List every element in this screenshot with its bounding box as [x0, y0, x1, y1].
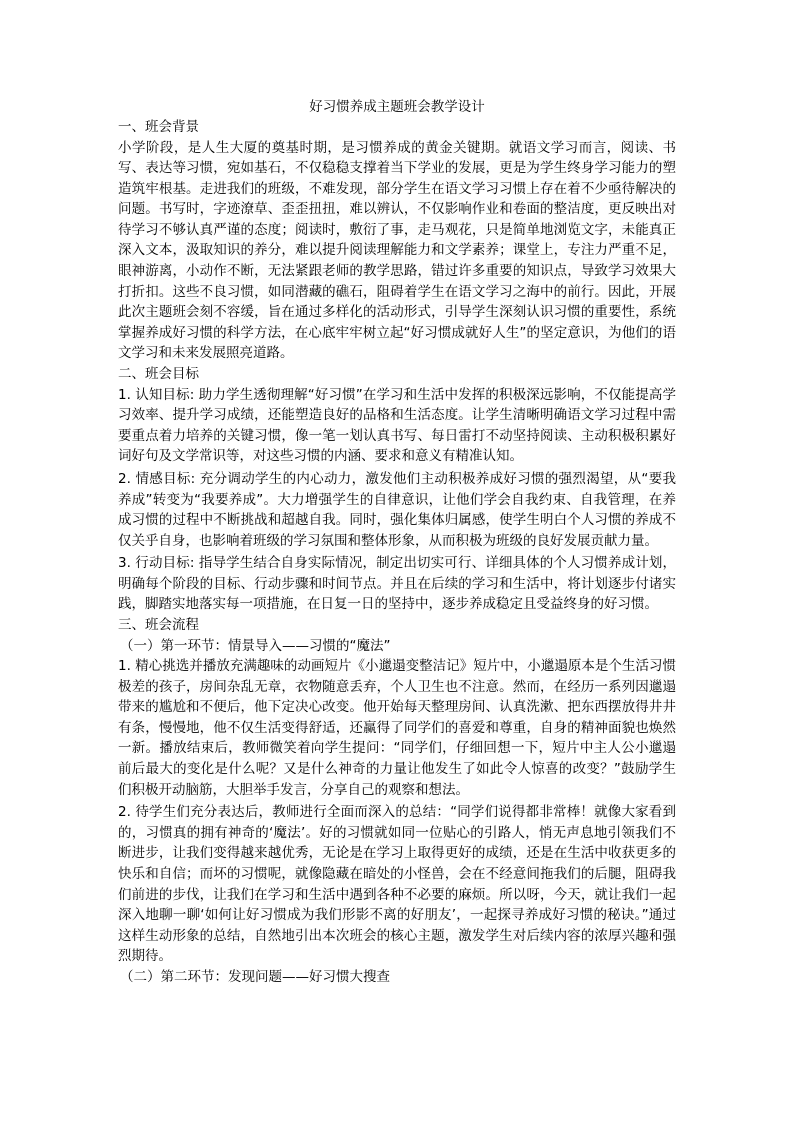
- document-page: [118, 98, 676, 987]
- section-heading-background: 一、班会背景: [118, 119, 199, 135]
- section-heading-goals: 二、班会目标: [118, 366, 199, 383]
- step-one-paragraph-2: 2. 待学生们充分表达后，教师进行全面而深入的总结：“同学们说得都非常棒！就像大家看到的，习惯真的拥有神奇的‘魔法’。好的习惯就如同一位贴心的引路人，悄无声息地引领我们不断进步，让我们变得越来越优秀，无论是在学习上取得更好的成绩，还是在生活中收获更多的快乐和自信；而坏的习惯呢，就像隐藏在暗处的小怪兽，会在不经意间拖我们的后腿，阻碍我们前进的步伐，让我们在学习和生活中遇到各种不必要的麻烦。所以呀，今天，就让我们一起深入地聊一聊‘如何让好习惯成为我们形影不离的好朋友’，一起探寻养成好习惯的秘诀。”通过这样生动形象的总结，自然地引出本次班会的核心主题，激发学生对后续内容的浓厚兴趣和强烈期待。: [118, 804, 676, 965]
- background-paragraph: 小学阶段，是人生大厦的奠基时期，是习惯养成的黄金关键期。就语文学习而言，阅读、书写、表达等习惯，宛如基石，不仅稳稳支撑着当下学业的发展，更是为学生终身学习能力的塑造筑牢根基。走进我们的班级，不难发现，部分学生在语文学习习惯上存在着不少亟待解决的问题。书写时，字迹潦草、歪歪扭扭，难以辨认，不仅影响作业和卷面的整洁度，更反映出对待学习不够认真严谨的态度；阅读时，敷衍了事，走马观花，只是简单地浏览文字，未能真正深入文本，汲取知识的养分，难以提升阅读理解能力和文学素养；课堂上，专注力严重不足，眼神游离，小动作不断，无法紧跟老师的教学思路，错过许多重要的知识点，导致学习效果大打折扣。这些不良习惯，如同潜藏的礁石，阻碍着学生在语文学习之海中的前行。因此，开展此次主题班会刻不容缓，旨在通过多样化的活动形式，引导学生深刻认识习惯的重要性，系统掌握养成好习惯的科学方法，在心底牢牢树立起“好习惯成就好人生”的坚定意识，为他们的语文学习和未来发展照亮道路。: [118, 139, 676, 362]
- goal-action-paragraph: 3. 行动目标: 指导学生结合自身实际情况，制定出切实可行、详细具体的个人习惯养成计划，明确每个阶段的目标、行动步骤和时间节点。并且在后续的学习和生活中，将计划逐步付诸实践，脚踏实地落实每一项措施，在日复一日的坚持中，逐步养成稳定且受益终身的好习惯。: [118, 555, 676, 613]
- subheading-step-one: （一）第一环节：情景导入——习惯的“魔法”: [120, 637, 391, 654]
- step-one-paragraph-1: 1. 精心挑选并播放充满趣味的动画短片《小邋遢变整洁记》短片中，小邋遢原本是个生活习惯极差的孩子，房间杂乱无章，衣物随意丢弃，个人卫生也不注意。然而，在经历一系列因邋遢带来的尴尬和不便后，他下定决心改变。他开始每天整理房间、认真洗漱、把东西摆放得井井有条，慢慢地，他不仅生活变得舒适，还赢得了同学们的喜爱和尊重，自身的精神面貌也焕然一新。播放结束后，教师微笑着向学生提问：“同学们，仔细回想一下，短片中主人公小邋遢前后最大的变化是什么呢？又是什么神奇的力量让他发生了如此令人惊喜的改变？”鼓励学生们积极开动脑筋，大胆举手发言，分享自己的观察和想法。: [118, 658, 676, 798]
- goal-cognitive-paragraph: 1. 认知目标: 助力学生透彻理解“好习惯”在学习和生活中发挥的积极深远影响，不仅能提高学习效率、提升学习成绩，还能塑造良好的品格和生活态度。让学生清晰明确语文学习过程中需要重点着力培养的关键习惯，像一笔一划认真书写、每日雷打不动坚持阅读、主动积极积累好词好句及文学常识等，对这些习惯的内涵、要求和意义有精准认知。: [118, 386, 676, 465]
- document-title: 好习惯养成主题班会教学设计: [309, 99, 485, 115]
- subheading-step-two: （二）第二环节：发现问题——好习惯大搜查: [120, 968, 390, 985]
- goal-emotional-paragraph: 2. 情感目标: 充分调动学生的内心动力，激发他们主动积极养成好习惯的强烈渴望，从“要我养成”转变为“我要养成”。大力增强学生的自律意识，让他们学会自我约束、自我管理，在养成习惯的过程中不断挑战和超越自我。同时，强化集体归属感，使学生明白个人习惯的养成不仅关乎自身，也影响着班级的学习氛围和整体形象，从而积极为班级的良好发展贡献力量。: [118, 470, 676, 549]
- section-heading-process: 三、班会流程: [118, 617, 199, 634]
